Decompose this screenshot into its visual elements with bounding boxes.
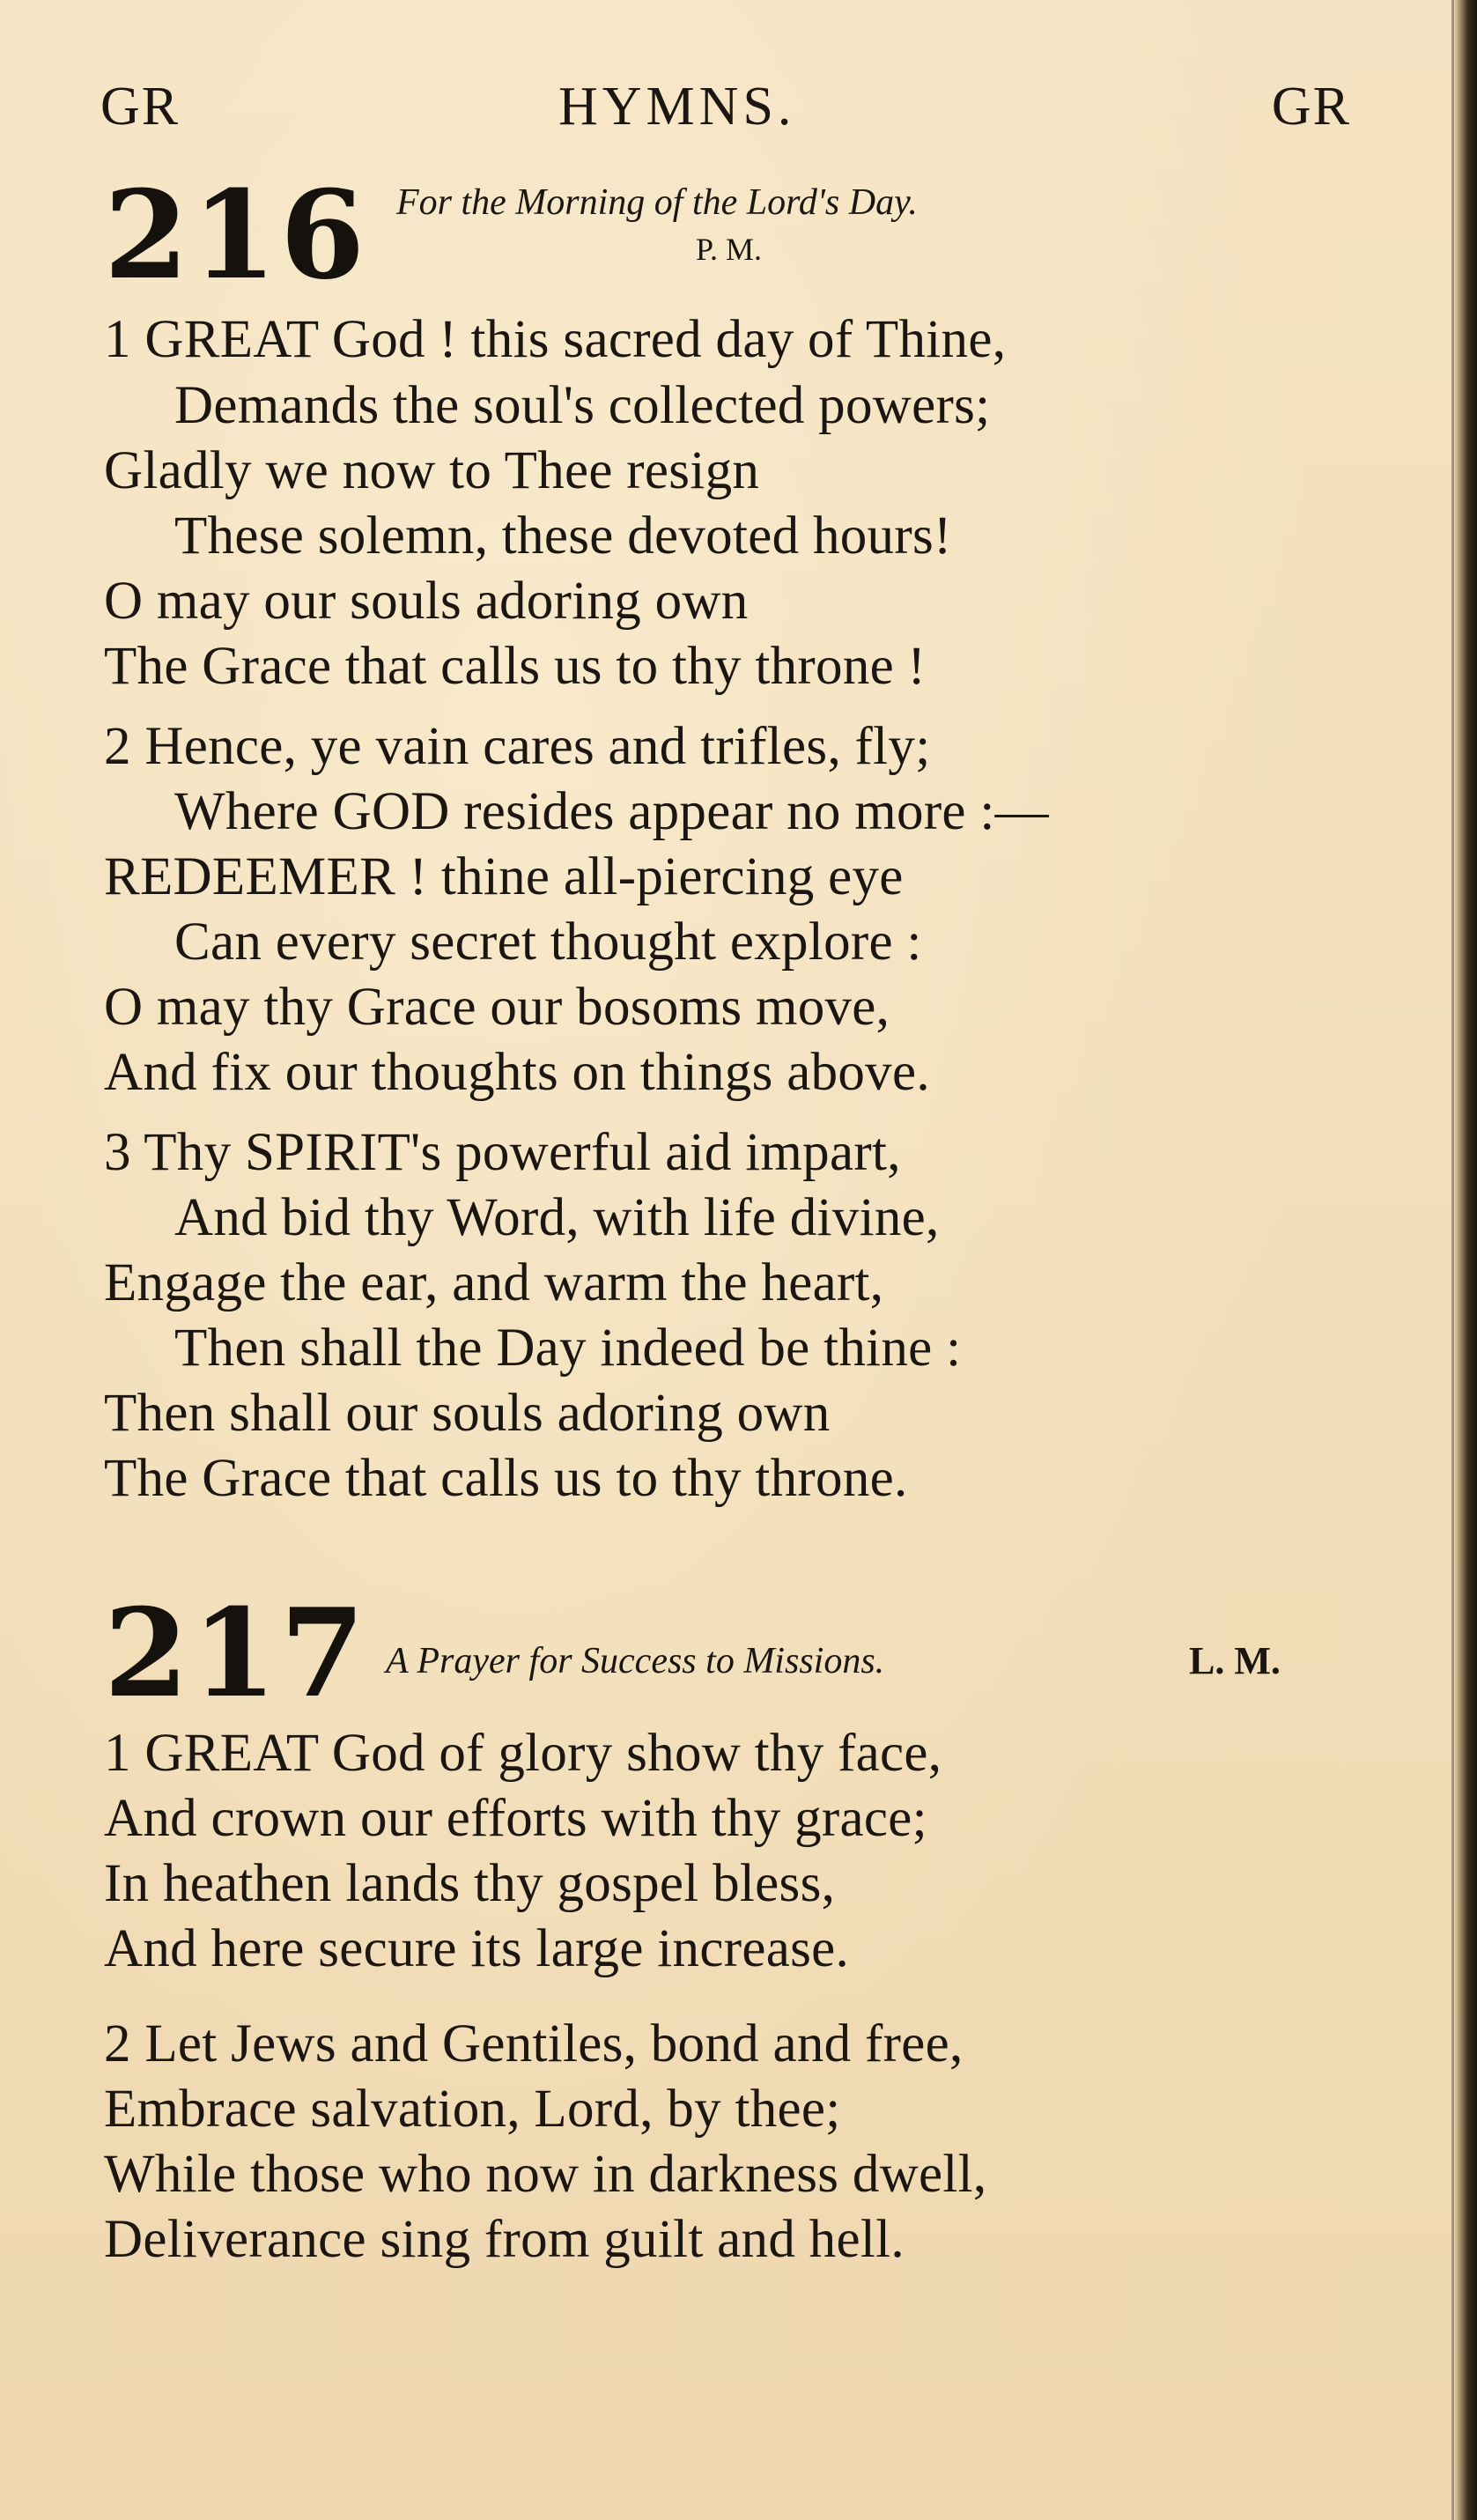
hymn-meter-217: L. M. [1189, 1639, 1281, 1682]
hymn-216-verse-2-line-3: REDEEMER ! thine all-piercing eye [104, 847, 904, 906]
hymn-217-verse-2-line-4: Deliverance sing from guilt and hell. [104, 2210, 905, 2269]
hymn-title-217: A Prayer for Success to Missions. [386, 1641, 885, 1681]
hymn-216-verse-3-line-2: And bid thy Word, with life divine, [174, 1188, 940, 1247]
hymn-216-verse-3-line-3: Engage the ear, and warm the heart, [104, 1253, 884, 1312]
hymn-216-verse-3-line-4: Then shall the Day indeed be thine : [174, 1319, 962, 1378]
hymn-216-verse-1-line-6: The Grace that calls us to thy throne ! [104, 637, 927, 696]
hymn-217-verse-1-line-4: And here secure its large increase. [104, 1919, 850, 1978]
hymn-217-verse-1-line-1: 1 GREAT God of glory show thy face, [104, 1724, 942, 1783]
hymn-number-216: 216 [104, 163, 369, 307]
hymn-216-verse-1-line-3: Gladly we now to Thee resign [104, 441, 760, 500]
running-head-left: GR [100, 77, 181, 137]
hymn-216-verse-2-line-5: O may thy Grace our bosoms move, [104, 978, 890, 1037]
hymn-216-verse-3-line-1: 3 Thy SPIRIT's powerful aid impart, [104, 1123, 901, 1182]
hymn-216-verse-1-line-1: 1 GREAT God ! this sacred day of Thine, [104, 310, 1007, 369]
hymn-216-verse-2-line-2: Where GOD resides appear no more :— [174, 782, 1049, 841]
book-spine-edge [1454, 0, 1477, 2520]
hymn-216-verse-1-line-5: O may our souls adoring own [104, 572, 749, 631]
running-head-right: GR [1271, 77, 1351, 137]
hymn-216-verse-2-line-1: 2 Hence, ye vain cares and trifles, fly; [104, 717, 931, 776]
hymn-217-verse-2-line-1: 2 Let Jews and Gentiles, bond and free, [104, 2014, 964, 2073]
hymn-216-verse-2-line-4: Can every secret thought explore : [174, 913, 922, 972]
hymn-title-216: For the Morning of the Lord's Day. [396, 182, 918, 223]
hymn-number-217: 217 [104, 1581, 369, 1725]
hymn-meter-216: P. M. [696, 232, 763, 267]
hymn-216-verse-3-line-5: Then shall our souls adoring own [104, 1384, 831, 1443]
hymn-216-verse-1-line-2: Demands the soul's collected powers; [174, 376, 991, 435]
hymn-217-verse-1-line-3: In heathen lands thy gospel bless, [104, 1854, 836, 1913]
hymn-217-verse-1-line-2: And crown our efforts with thy grace; [104, 1789, 927, 1848]
hymn-216-verse-2-line-6: And fix our thoughts on things above. [104, 1043, 930, 1102]
hymn-216-verse-1-line-4: These solemn, these devoted hours! [174, 506, 952, 565]
hymn-216-verse-3-line-6: The Grace that calls us to thy throne. [104, 1449, 908, 1508]
hymn-217-verse-2-line-2: Embrace salvation, Lord, by thee; [104, 2080, 841, 2139]
running-head-title: HYMNS. [558, 77, 796, 137]
hymn-217-verse-2-line-3: While those who now in darkness dwell, [104, 2145, 987, 2204]
running-head [100, 76, 1351, 146]
